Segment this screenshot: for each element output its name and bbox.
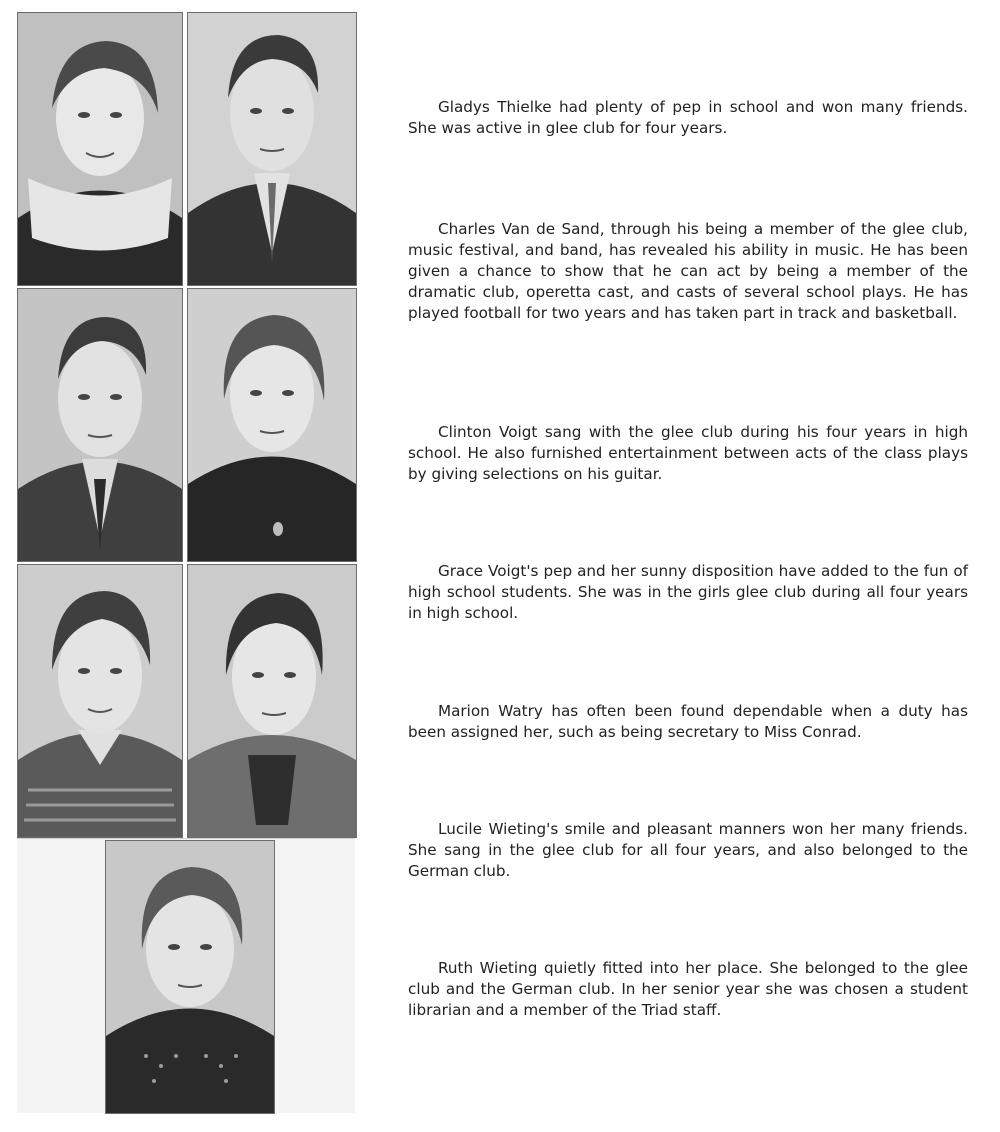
portrait-clinton-voigt [17,288,183,562]
bio-grace-voigt: Grace Voigt's pep and her sunny disposition have added to the fun of high school students. She was in the girls glee club during all four years in high school. [408,562,968,622]
bio-charles-van-de-sand: Charles Van de Sand, through his being a member of the glee club, music festival, and band, has revealed his ability in music. He has been given a chance to show that he can act by being a member of the dramatic club, operetta cast, and casts of several school plays. He has played football for two years and has taken part in track and basketball. [408,220,968,322]
portrait-grace-voigt [187,288,357,562]
bio-gladys-thielke: Gladys Thielke had plenty of pep in school and won many friends. She was active in glee club for four years. [408,98,968,137]
bio-ruth-wieting: Ruth Wieting quietly fitted into her place. She belonged to the glee club and the German club. In her senior year she was chosen a student librarian and a member of the Triad staff. [408,959,968,1019]
portrait-panel [17,12,355,1112]
portrait-gladys-thielke [17,12,183,286]
bio-marion-watry: Marion Watry has often been found dependable when a duty has been assigned her, such as being secretary to Miss Conrad. [408,702,968,741]
bio-lucile-wieting: Lucile Wieting's smile and pleasant manners won her many friends. She sang in the glee club for all four years, and also belonged to the German club. [408,820,968,880]
portrait-charles-van-de-sand [187,12,357,286]
bio-clinton-voigt: Clinton Voigt sang with the glee club during his four years in high school. He also furnished entertainment between acts of the class plays by giving selections on his guitar. [408,423,968,483]
portrait-ruth-wieting [105,840,275,1114]
portrait-lucile-wieting [187,564,357,838]
portrait-marion-watry [17,564,183,838]
